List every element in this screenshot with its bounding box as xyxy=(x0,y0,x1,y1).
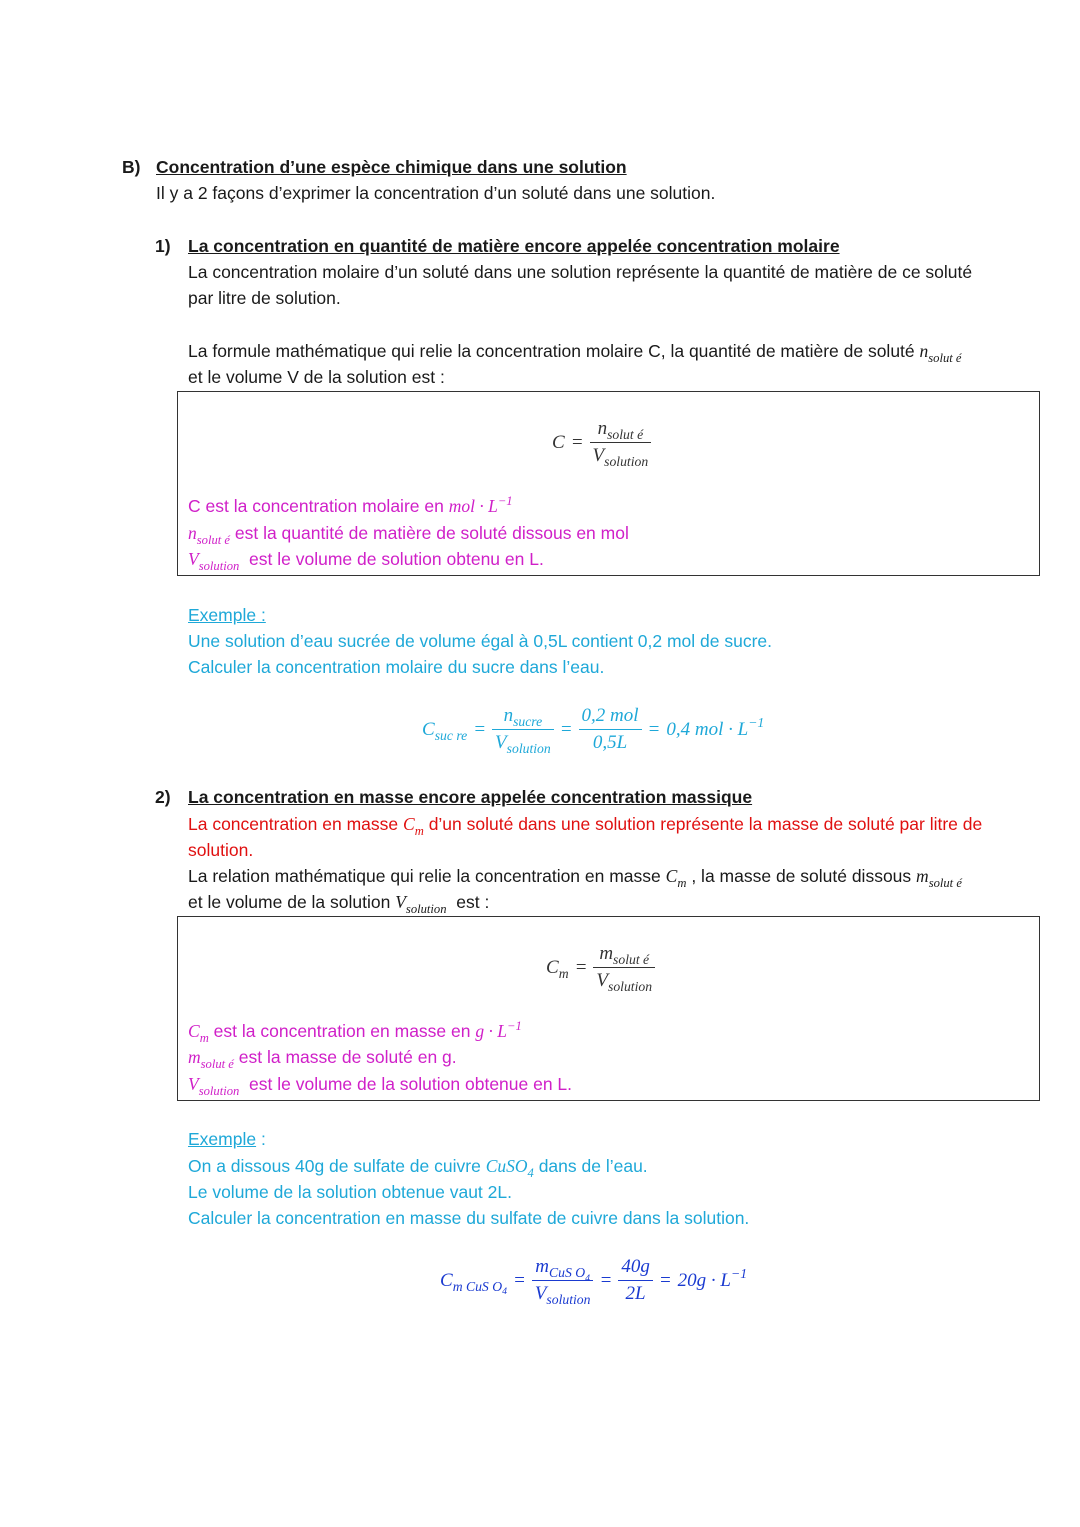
mass-concentration-formula xyxy=(546,943,655,995)
part2-definition-line1: La concentration en masse $C_m$ d’un soluté dans une solution représente la masse de soluté par litre de xyxy=(188,814,983,838)
formula-fraction xyxy=(593,943,655,995)
part2-legend-m: $m_{solut é}$ est la masse de soluté en g. xyxy=(188,1047,457,1071)
calc-fraction-symbolic: $\frac{m_{CuS O_4}}{V_{solution}}$ xyxy=(532,1256,594,1305)
section-b-title: Concentration d’une espèce chimique dans une solution xyxy=(156,157,627,177)
part1-legend-v: $V_{solution}$ est le volume de solution obtenu en L. xyxy=(188,549,544,573)
formula-equals: = xyxy=(570,431,584,453)
part2-legend-cm: $C_m$ est la concentration en masse en $g \cdot L^{-1}$ xyxy=(188,1019,522,1045)
calc-fraction-numeric: $\frac{\text{0,2 mol}}{0,5L}$ xyxy=(579,705,642,754)
part1-example-line2: Calculer la concentration molaire du sucre dans l’eau. xyxy=(188,657,605,677)
n-solute-symbol: $n_{solut é}$ xyxy=(919,341,962,365)
calc-fraction-numeric: $\frac{40g}{2L}$ xyxy=(618,1256,653,1305)
part2-example-line2: Le volume de la solution obtenue vaut 2L. xyxy=(188,1182,512,1202)
molar-concentration-formula xyxy=(552,418,651,470)
part1-legend-n: $n_{solut é}$ est la quantité de matière de soluté dissous en mol xyxy=(188,523,629,547)
formula-lhs: C xyxy=(552,431,565,453)
fraction-denominator: $V_{solution}$ xyxy=(596,970,653,995)
calc-result: $20g \cdot L^{-1}$ xyxy=(677,1265,748,1291)
calc-fraction-symbolic: $\frac{n_{sucre}}{V_{solution}}$ xyxy=(492,705,554,754)
part2-legend-v: $V_{solution}$ est le volume de la solution obtenue en L. xyxy=(188,1074,573,1098)
part1-title: La concentration en quantité de matière encore appelée concentration molaire xyxy=(188,236,840,256)
part2-example-line3: Calculer la concentration en masse du sulfate de cuivre dans la solution. xyxy=(188,1208,750,1228)
part1-example-title: Exemple : xyxy=(188,605,266,625)
section-b-label: B) xyxy=(122,157,141,177)
section-b-intro: Il y a 2 façons d’exprimer la concentration d’un soluté dans une solution. xyxy=(156,183,716,203)
part2-example-line1: On a dissous 40g de sulfate de cuivre CuSO$_4$ dans de l’eau. xyxy=(188,1156,648,1180)
formula-equals: = xyxy=(574,956,588,978)
part1-legend-c: C est la concentration molaire en mol · $L^{-1}$ xyxy=(188,494,513,516)
fraction-numerator: $n_{solut é}$ xyxy=(597,418,644,443)
part1-example-calculation: $C_{suc re}$ = $\frac{n_{sucre}}{V_{solution}}$ = $\frac{\text{0,2 mol}}{0,5L}$ = 0,4 mol · $L^{-1}$ xyxy=(422,705,765,757)
part1-formula-intro-line1 xyxy=(188,341,962,365)
fraction-denominator: $V_{solution}$ xyxy=(592,445,649,470)
part2-relation-line2: et le volume de la solution $V_{solution}$ est : xyxy=(188,892,490,916)
part2-relation-line1: La relation mathématique qui relie la concentration en masse $C_m$ , la masse de soluté dissous $m_{solut é}$ xyxy=(188,866,962,890)
formula-lhs: $C_m$ xyxy=(546,956,569,981)
part2-example-calculation: $C_{m CuS O_4}$ = $\frac{m_{CuS O_4}}{V_{solution}}$ = $\frac{40g}{2L}$ = $20g \cdot L^{-1}$ xyxy=(440,1256,748,1308)
formula-intro-text: La formule mathématique qui relie la concentration molaire C, la quantité de matière de soluté xyxy=(188,341,915,361)
part1-definition-line1: La concentration molaire d’un soluté dans une solution représente la quantité de matière de ce soluté xyxy=(188,262,973,282)
part1-number: 1) xyxy=(155,236,171,256)
part1-formula-intro-line2: et le volume V de la solution est : xyxy=(188,367,445,387)
part2-example-title: Exemple : xyxy=(188,1129,266,1149)
calc-lhs: $C_{suc re}$ xyxy=(422,718,468,743)
formula-fraction xyxy=(590,418,652,470)
calc-lhs: $C_{m CuS O_4}$ xyxy=(440,1269,507,1298)
part2-title: La concentration en masse encore appelée concentration massique xyxy=(188,787,753,807)
part2-definition-line2: solution. xyxy=(188,840,254,860)
calc-result: 0,4 mol · $L^{-1}$ xyxy=(666,714,765,740)
part2-number: 2) xyxy=(155,787,171,807)
part1-definition-line2: par litre de solution. xyxy=(188,288,341,308)
fraction-numerator: $m_{solut é}$ xyxy=(599,943,650,968)
part1-example-line1: Une solution d’eau sucrée de volume égal à 0,5L contient 0,2 mol de sucre. xyxy=(188,631,773,651)
